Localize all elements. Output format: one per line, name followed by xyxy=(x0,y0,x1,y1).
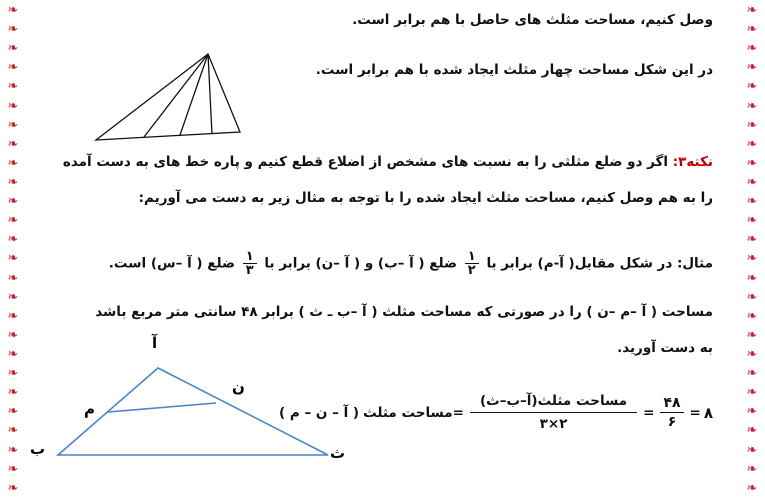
border-ornament-icon: ❧ xyxy=(746,346,758,362)
note-label: نکته۳: xyxy=(672,154,713,170)
border-ornament-icon: ❧ xyxy=(746,404,758,420)
border-ornament-icon: ❧ xyxy=(7,174,19,190)
border-ornament-icon: ❧ xyxy=(7,270,19,286)
border-ornament-icon: ❧ xyxy=(746,155,758,171)
border-ornament-icon: ❧ xyxy=(746,174,758,190)
vertex-label-be: ب xyxy=(30,440,46,458)
fraction-48-6: $\frac{۴۸}{۶}$ xyxy=(660,394,683,431)
border-ornament-icon: ❧ xyxy=(7,22,19,38)
border-ornament-icon: ❧ xyxy=(7,136,19,152)
border-ornament-icon: ❧ xyxy=(746,327,758,343)
border-ornament-icon: ❧ xyxy=(746,232,758,248)
point-label-nun: ن xyxy=(232,378,245,396)
segment-m-n xyxy=(108,403,216,412)
text-line-3: نکته۳: اگر دو ضلع مثلثی را به نسبت های مشخص از اضلاع قطع کنیم و پاره خط های به دست آمده xyxy=(62,154,713,170)
border-ornament-icon: ❧ xyxy=(7,385,19,401)
text-line-6: مساحت ( آ –م –ن ) را در صورتی که مساحت مثلث ( آ –ب ـ ث ) برابر ۴۸ سانتی متر مربع باشد xyxy=(95,304,713,320)
fraction-half: $\frac{۱}{۲}$ xyxy=(465,250,479,277)
border-ornament-icon: ❧ xyxy=(746,442,758,458)
text-line-2: در این شکل مساحت چهار مثلث ایجاد شده با هم برابر است. xyxy=(315,62,713,78)
border-ornament-icon: ❧ xyxy=(7,308,19,324)
fraction-area-over: $\frac{\text{مساحت مثلث(آ–ب–ث)}}{۲\times ۳}$ xyxy=(470,390,637,435)
border-ornament-icon: ❧ xyxy=(746,289,758,305)
border-ornament-icon: ❧ xyxy=(7,213,19,229)
border-ornament-icon: ❧ xyxy=(746,423,758,439)
border-ornament-icon: ❧ xyxy=(7,194,19,210)
border-ornament-icon: ❧ xyxy=(746,251,758,267)
border-ornament-icon: ❧ xyxy=(746,213,758,229)
border-ornament-icon: ❧ xyxy=(746,41,758,57)
border-ornament-icon: ❧ xyxy=(7,60,19,76)
border-ornament-icon: ❧ xyxy=(7,327,19,343)
border-ornament-icon: ❧ xyxy=(746,22,758,38)
border-ornament-icon: ❧ xyxy=(7,98,19,114)
border-ornament-icon: ❧ xyxy=(7,461,19,477)
border-ornament-icon: ❧ xyxy=(746,3,758,18)
border-ornament-icon: ❧ xyxy=(7,3,19,18)
border-ornament-icon: ❧ xyxy=(746,366,758,382)
border-ornament-icon: ❧ xyxy=(7,346,19,362)
fan-line-3 xyxy=(208,54,212,134)
border-ornament-icon: ❧ xyxy=(746,461,758,477)
text-line-4: را به هم وصل کنیم، مساحت مثلث ایجاد شده را با توجه به مثال زیر به دست می آوریم: xyxy=(138,190,713,206)
border-ornament-icon: ❧ xyxy=(746,98,758,114)
border-ornament-icon: ❧ xyxy=(7,117,19,133)
fan-triangle-figure xyxy=(90,52,250,144)
border-ornament-icon: ❧ xyxy=(746,308,758,324)
left-decorative-border xyxy=(2,0,24,499)
border-ornament-icon: ❧ xyxy=(746,480,758,496)
text-line-7: به دست آورید. xyxy=(617,340,713,356)
border-ornament-icon: ❧ xyxy=(7,232,19,248)
border-ornament-icon: ❧ xyxy=(746,270,758,286)
text-line-1: وصل کنیم، مساحت مثلث های حاصل با هم برابر است. xyxy=(352,12,713,28)
area-equation: ۸ = $\frac{۴۸}{۶}$ = $\frac{\text{مساحت مثلث(آ–ب–ث)}}{۲\times ۳}$ =مساحت مثلث ( آ – ن – م ) xyxy=(279,390,713,435)
border-ornament-icon: ❧ xyxy=(746,60,758,76)
border-ornament-icon: ❧ xyxy=(746,385,758,401)
text-line-5: مثال: در شکل مقابل( آ-م) برابر با $\frac{۱}{۲}$ ضلع ( آ –ب) و ( آ –ن) برابر با $\frac{۱}{۳}$ ضلع ( آ –س) است. xyxy=(108,249,713,278)
equation-result: ۸ xyxy=(703,403,713,422)
border-ornament-icon: ❧ xyxy=(7,41,19,57)
border-ornament-icon: ❧ xyxy=(7,404,19,420)
border-ornament-icon: ❧ xyxy=(7,442,19,458)
right-decorative-border xyxy=(741,0,763,499)
border-ornament-icon: ❧ xyxy=(7,480,19,496)
border-ornament-icon: ❧ xyxy=(746,136,758,152)
fraction-third: $\frac{۱}{۳}$ xyxy=(243,250,257,277)
border-ornament-icon: ❧ xyxy=(7,79,19,95)
border-ornament-icon: ❧ xyxy=(746,194,758,210)
border-ornament-icon: ❧ xyxy=(7,155,19,171)
border-ornament-icon: ❧ xyxy=(7,289,19,305)
border-ornament-icon: ❧ xyxy=(746,79,758,95)
point-label-mim: م xyxy=(84,400,95,418)
vertex-label-alef: آ xyxy=(152,334,158,352)
border-ornament-icon: ❧ xyxy=(7,251,19,267)
fan-line-2 xyxy=(180,54,208,135)
vertex-label-se: ث xyxy=(330,444,346,462)
border-ornament-icon: ❧ xyxy=(7,423,19,439)
border-ornament-icon: ❧ xyxy=(7,366,19,382)
fan-triangle-outline xyxy=(96,54,240,140)
border-ornament-icon: ❧ xyxy=(746,117,758,133)
